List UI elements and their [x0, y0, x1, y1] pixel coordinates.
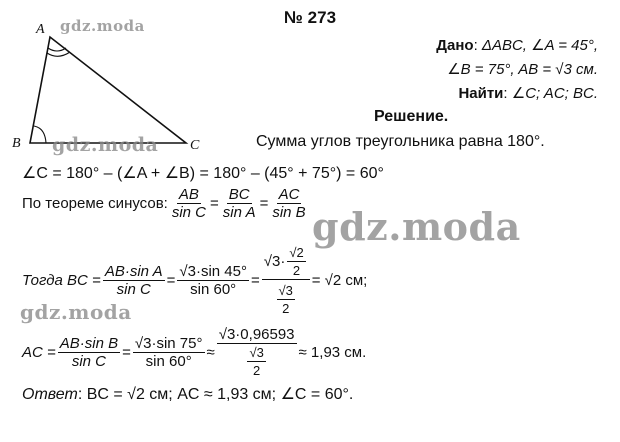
bc-frac-2: [177, 263, 249, 298]
given-block: Дано: ΔABC, ∠A = 45°, ∠B = 75°, AB = √3 см. Найти: ∠C; AC; BC.: [436, 37, 598, 102]
equals-2: =: [259, 195, 269, 212]
bc-frac-1-num: AB·sin A: [104, 263, 163, 280]
ac-calc-line: AC = $\frac{\text{AB·sin B}}{\text{sin C}}$ = $\frac{√3\cdot\sin 75^\circ}{\sin 60^\circ}$ ≈ $\frac{√3\cdot 0,96593}{\frac{√3}{2}}$ ≈ 1,93 см.: [22, 326, 367, 378]
vertex-c-label: C: [190, 138, 200, 153]
ac-frac-2-num: √3·sin 75°: [134, 335, 203, 352]
bc-frac-1: [103, 263, 165, 298]
answer-line: [22, 384, 353, 404]
sine-theorem-line: [22, 186, 310, 221]
given-label: Дано: [436, 37, 474, 54]
bc-calc-line: Тогда BC = $\frac{\text{AB·sin A}}{\text{sin C}}$ = $\frac{√3\cdot\sin 45^\circ}{\sin 60^\circ}$ = √3· $\frac{√2}{2}$ $\frac{√3}{2}$ = √2 см;: [22, 245, 368, 316]
ac-frac-3: [217, 326, 297, 379]
ac-frac-3-num: √3·0,96593: [218, 326, 295, 343]
answer-text: : BC = √2 см; AC ≈ 1,93 см; ∠C = 60°.: [77, 386, 354, 403]
sine-theorem-prefix: По теореме синусов:: [22, 195, 168, 212]
ratio-ab-sinc: [170, 186, 208, 221]
equals-1: =: [210, 195, 219, 212]
bc-frac-3-root: √3·: [263, 253, 286, 270]
ratio-bc-den: sin A: [222, 204, 256, 221]
ac-result: ≈ 1,93 см.: [298, 344, 367, 361]
angle-a-arc-1: [48, 48, 66, 51]
ac-prefix: AC =: [22, 344, 56, 361]
bc-inner-den-den: 2: [282, 301, 290, 316]
bc-prefix: Тогда BC =: [22, 272, 101, 289]
find-value: ∠C; AC; BC.: [511, 85, 598, 102]
ratio-ac-num: AC: [278, 186, 300, 203]
watermark-mid-left: gdz.moda: [52, 134, 159, 156]
ac-frac-1: [58, 335, 120, 370]
ac-frac-3-den-den: 2: [253, 363, 261, 378]
watermark-center-large: gdz.moda: [312, 204, 521, 249]
triangle-abc: [30, 37, 186, 143]
ratio-ab-num: AB: [178, 186, 199, 203]
watermark-top: gdz.moda: [60, 17, 145, 35]
bc-inner-num: √2: [289, 245, 304, 260]
given-line-2: ∠B = 75°, AB = √3 см.: [447, 61, 598, 78]
angle-a-arc-2: [47, 52, 70, 56]
bc-inner-den-num: √3: [278, 283, 293, 298]
angle-c-line: ∠C = 180° – (∠A + ∠B) = 180° – (45° + 75°) = 60°: [22, 165, 384, 182]
answer-label: Ответ: [22, 386, 78, 403]
ratio-ac-sinb: [270, 186, 307, 221]
problem-number: № 273: [284, 8, 337, 27]
bc-frac-2-den: sin 60°: [190, 281, 237, 298]
given-line-1: ΔABC, ∠A = 45°,: [481, 37, 598, 54]
ratio-bc-sina: [221, 186, 258, 221]
ac-frac-2-den: sin 60°: [145, 353, 192, 370]
watermark-lower-left: gdz.moda: [20, 300, 132, 324]
vertex-b-label: B: [12, 136, 21, 151]
ratio-ab-den: sin C: [171, 204, 207, 221]
ac-frac-2: [133, 335, 205, 370]
bc-inner-den: 2: [292, 263, 301, 278]
ac-frac-1-num: AB·sin B: [59, 335, 119, 352]
bc-frac-1-den: sin C: [116, 281, 151, 298]
angle-sum-text: Сумма углов треугольника равна 180°.: [256, 133, 545, 150]
bc-frac-3-num: [262, 244, 310, 280]
bc-result: = √2 см;: [311, 272, 368, 289]
solution-title: Решение.: [374, 108, 449, 125]
find-label: Найти: [458, 85, 504, 102]
ac-frac-1-den: sin C: [71, 353, 107, 370]
vertex-a-label: A: [36, 22, 45, 37]
bc-frac-3: [262, 244, 310, 317]
ratio-ac-den: sin B: [272, 204, 306, 221]
angle-b-arc: [34, 126, 46, 143]
ac-frac-3-den-num: √3: [249, 345, 264, 360]
bc-frac-2-num: √3·sin 45°: [179, 263, 247, 280]
ratio-bc-num: BC: [228, 186, 250, 203]
